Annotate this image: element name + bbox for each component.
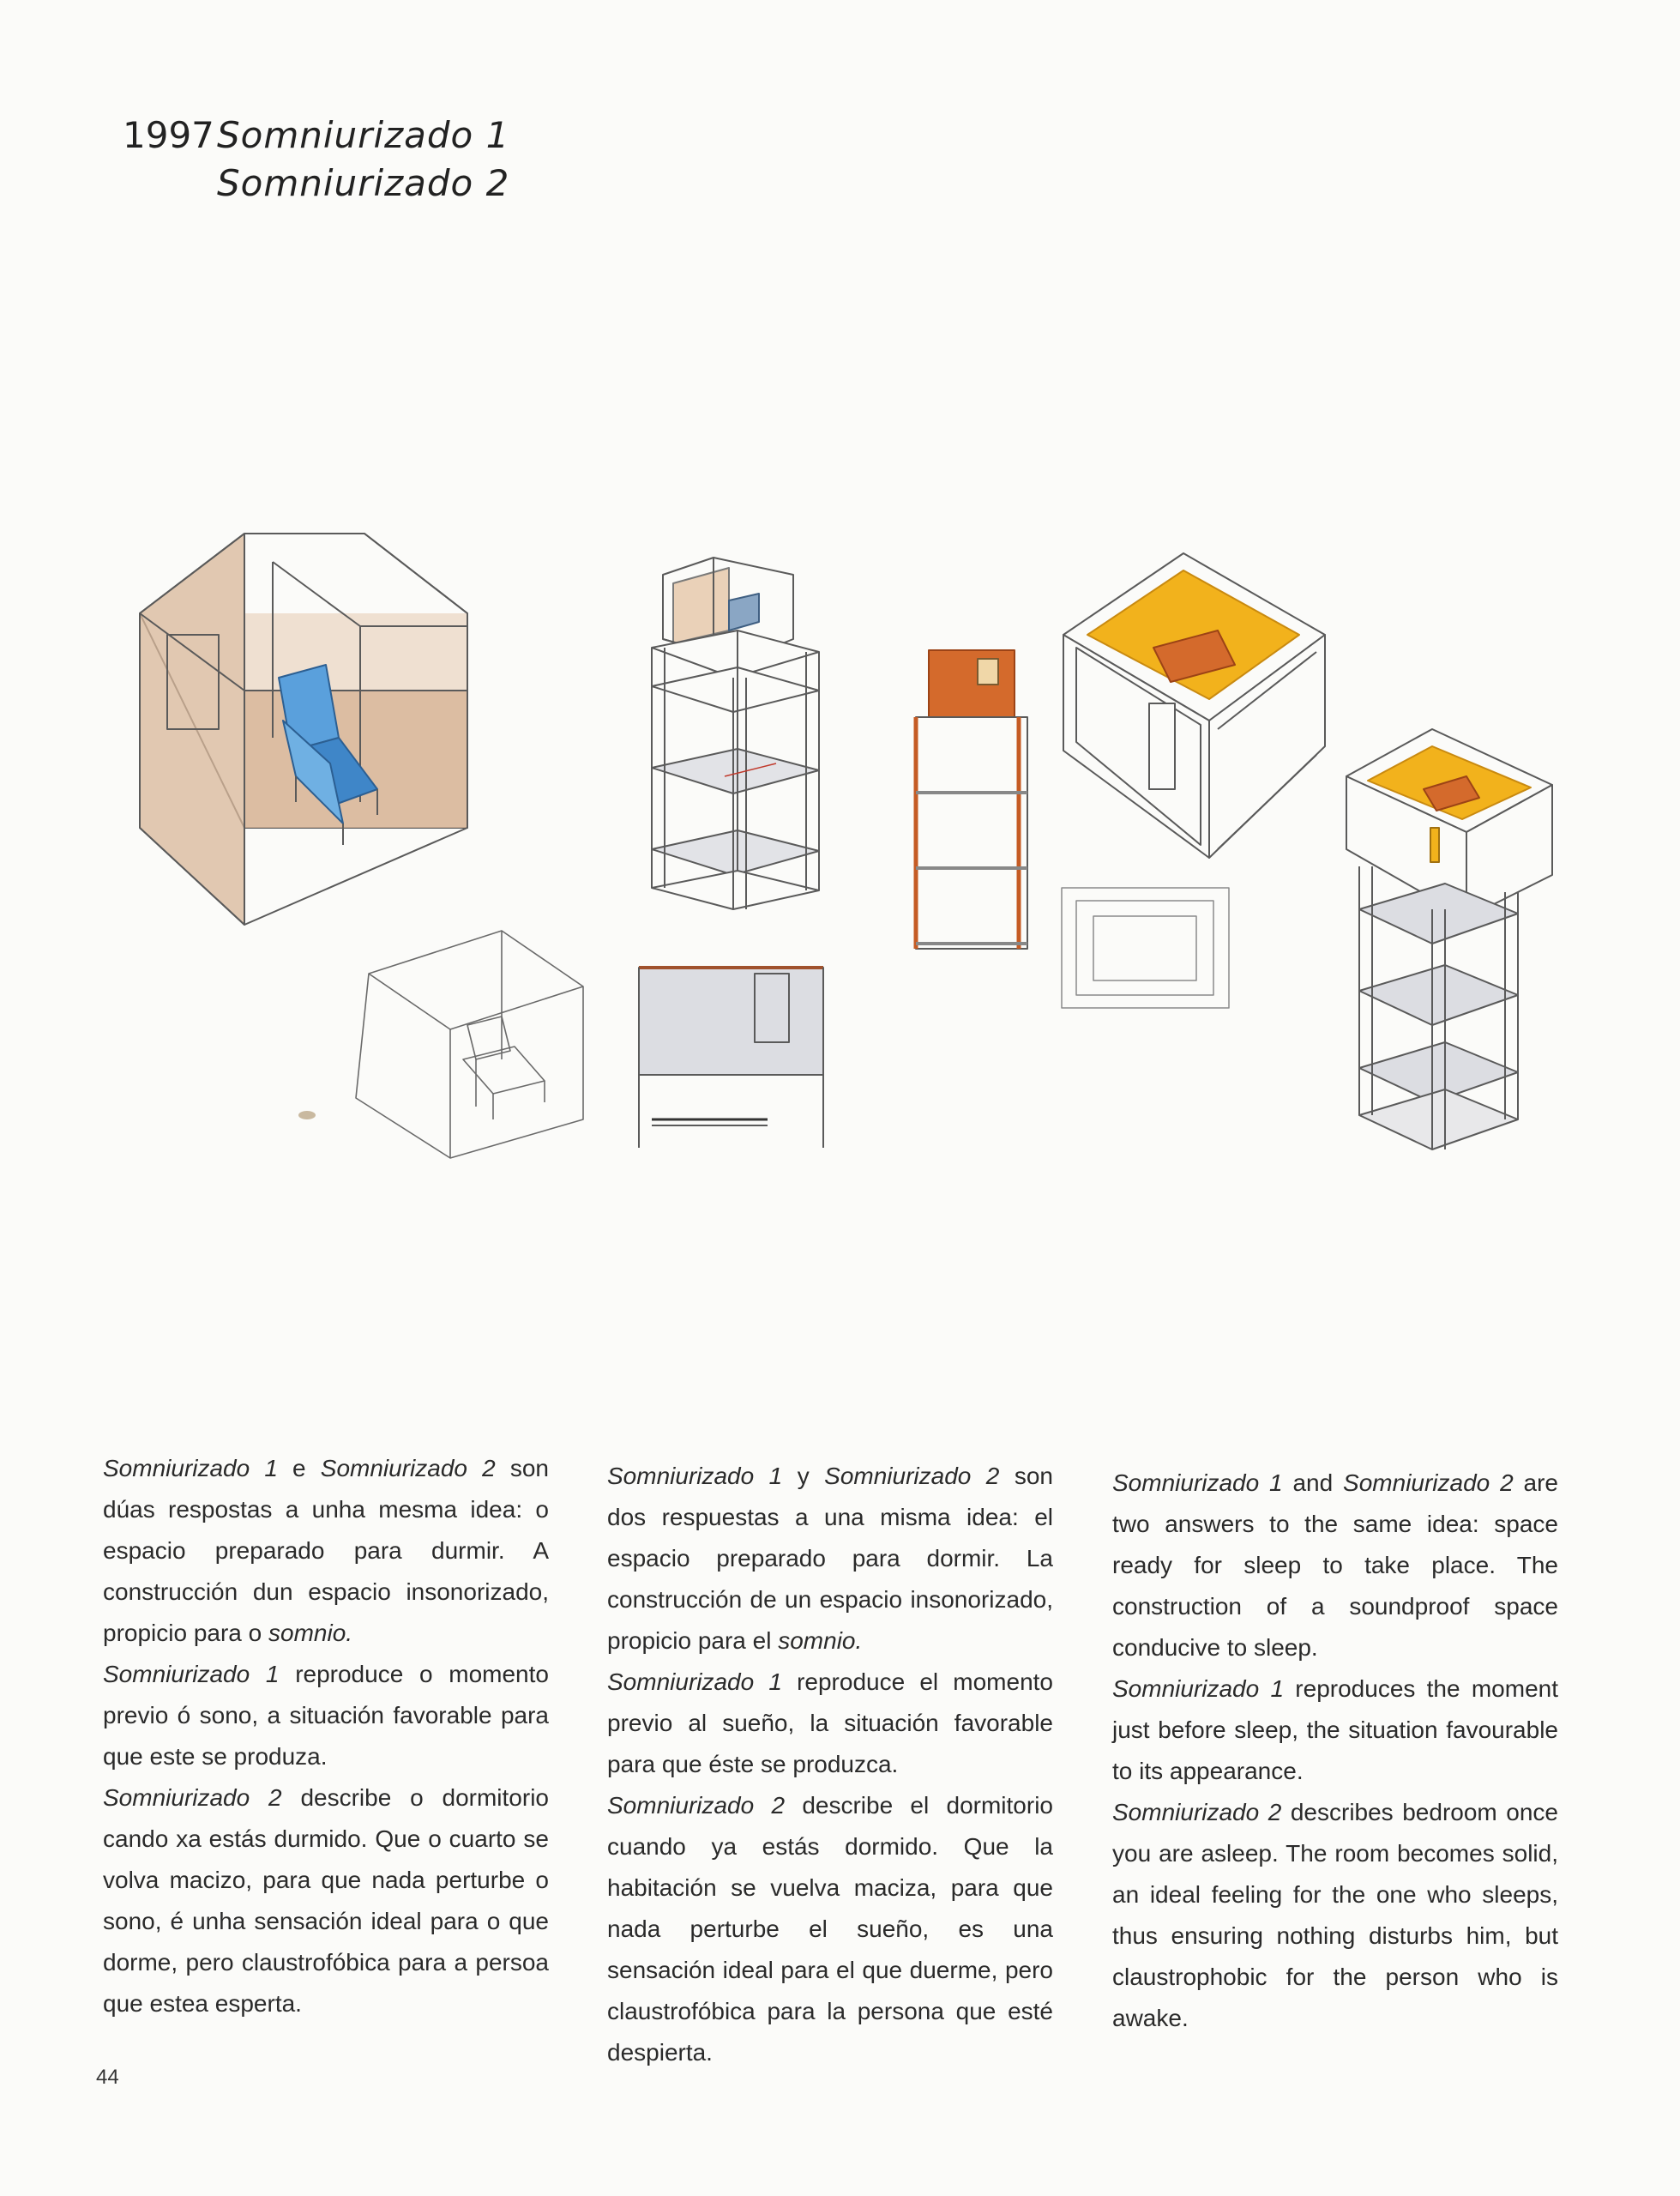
drawing-room-with-bed <box>140 534 467 925</box>
title-work-2: Somniurizado 2 <box>217 162 510 204</box>
drawing-plan-square <box>1062 888 1229 1008</box>
paragraph: Somniurizado 1 reproduces the moment just before sleep, the situation favourable to its appearance. <box>1112 1675 1558 1784</box>
paragraph: Somniurizado 1 y Somniurizado 2 son dos respuestas a una misma idea: el espacio preparado para dormir. La construcción de un espacio insonorizado, propicio para el somnio. <box>607 1463 1053 1654</box>
drawing-tower-with-room <box>652 558 819 909</box>
drawing-room-plan <box>639 968 823 1148</box>
text-column-english <box>1112 1463 1558 2039</box>
page-number: 44 <box>96 2066 119 2089</box>
drawing-sketch-room <box>356 931 583 1158</box>
paragraph: Somniurizado 1 and Somniurizado 2 are two answers to the same idea: space ready for sleep to take place. The construction of a soundproof space conducive to sleep. <box>1112 1469 1558 1661</box>
paragraph: Somniurizado 1 e Somniurizado 2 son dúas respostas a unha mesma idea: o espacio preparado para durmir. A construcción dun espacio insonorizado, propicio para o somnio. <box>103 1455 549 1646</box>
drawing-yellow-tower <box>1346 729 1552 1149</box>
text-column-spanish <box>607 1456 1053 2073</box>
paragraph: Somniurizado 2 describe o dormitorio cando xa estás durmido. Que o cuarto se volva macizo, para que nada perturbe o sono, é unha sensación ideal para o que dorme, pero claustrofóbica para a persoa que estea esperta. <box>103 1784 549 2017</box>
title-work-1: Somniurizado 1 <box>217 114 510 156</box>
paragraph: Somniurizado 2 describes bedroom once you are asleep. The room becomes solid, an ideal feeling for the one who sleeps, thus ensuring nothing disturbs him, but claustrophobic for the person who is awake. <box>1112 1799 1558 2031</box>
text-column-galician <box>103 1448 549 2024</box>
smudge <box>298 1111 316 1119</box>
paragraph: Somniurizado 2 describe el dormitorio cuando ya estás dormido. Que la habitación se vuelva maciza, para que nada perturbe el sueño, es una sensación ideal para el que duerme, pero claustrofóbica para la persona que esté despierta. <box>607 1792 1053 2066</box>
drawing-yellow-room <box>1063 553 1325 858</box>
drawing-orange-tower <box>916 650 1027 949</box>
paragraph: Somniurizado 1 reproduce o momento previo ó sono, a situación favorable para que este se produza. <box>103 1661 549 1770</box>
title-year: 1997 <box>123 114 214 156</box>
paragraph: Somniurizado 1 reproduce el momento previo al sueño, la situación favorable para que éste se produzca. <box>607 1668 1053 1777</box>
